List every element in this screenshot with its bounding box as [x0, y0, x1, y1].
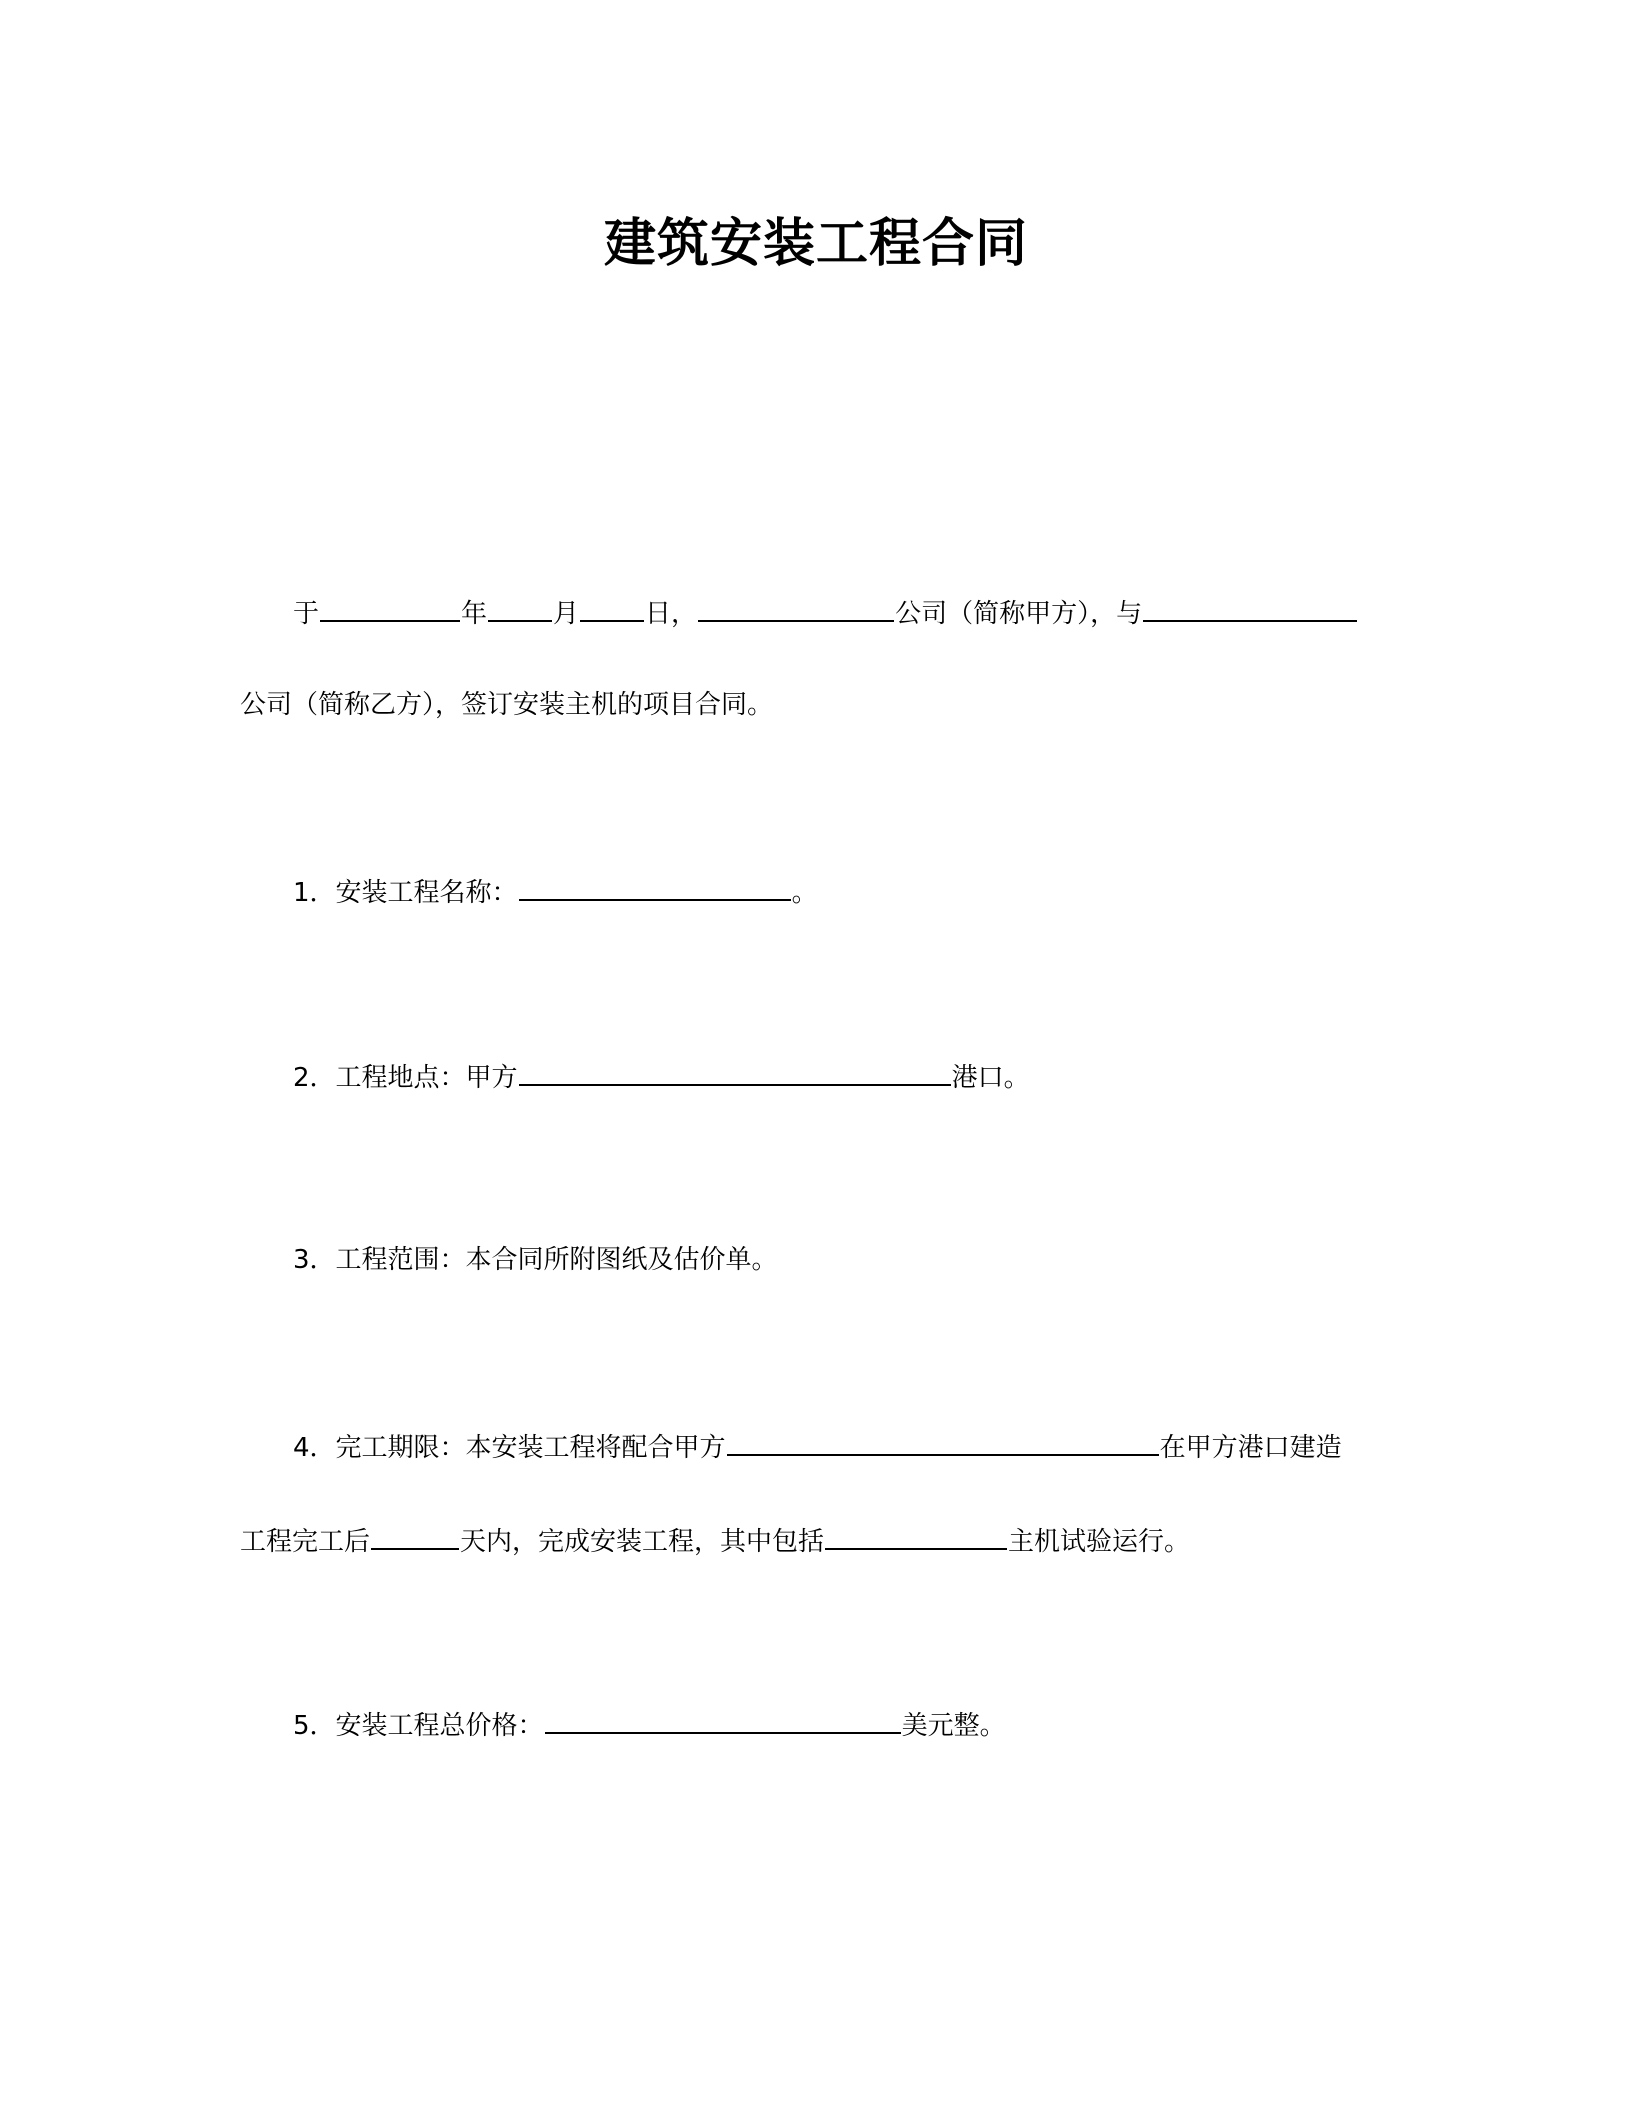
clause-4-line-2 [240, 1522, 1190, 1559]
month-blank[interactable] [488, 594, 552, 622]
party-b-blank[interactable] [1143, 594, 1357, 622]
clause-4-line-1 [293, 1428, 1342, 1465]
location-blank[interactable] [519, 1058, 951, 1086]
clause-5-label: 安装工程总价格： [335, 1711, 544, 1741]
clause-2-label: 工程地点：甲方 [335, 1063, 518, 1093]
intro-line-2: 公司（简称乙方），签订安装主机的项目合同。 [240, 690, 774, 720]
clause-3 [293, 1243, 778, 1277]
clause-3-text: 工程范围：本合同所附图纸及估价单。 [335, 1245, 778, 1275]
party-a-blank[interactable] [698, 594, 894, 622]
clause-4-line2-start: 工程完工后 [240, 1527, 371, 1557]
clause-2-end: 港口。 [951, 1063, 1030, 1093]
intro-line-1 [293, 594, 1358, 631]
clause-5 [293, 1706, 1006, 1743]
engine-blank[interactable] [825, 1522, 1007, 1550]
clause-5-number: 5． [293, 1711, 336, 1741]
vessel-blank[interactable] [727, 1428, 1159, 1456]
clause-4-label: 完工期限：本安装工程将配合甲方 [335, 1433, 726, 1463]
intro-yu: 于 [293, 599, 320, 629]
clause-5-end: 美元整。 [901, 1711, 1006, 1741]
price-blank[interactable] [545, 1706, 901, 1734]
clause-2 [293, 1058, 1030, 1095]
clause-1-number: 1． [293, 878, 336, 908]
day-blank[interactable] [580, 594, 644, 622]
intro-year: 年 [461, 599, 488, 629]
project-name-blank[interactable] [519, 873, 791, 901]
intro-day: 日， [645, 599, 698, 629]
clause-4-number: 4． [293, 1433, 336, 1463]
intro-party-a: 公司（简称甲方），与 [895, 599, 1143, 629]
year-blank[interactable] [320, 594, 460, 622]
clause-1 [293, 873, 818, 910]
clause-1-label: 安装工程名称： [335, 878, 518, 908]
clause-4-mid: 在甲方港口建造 [1159, 1433, 1342, 1463]
intro-month: 月 [553, 599, 580, 629]
days-blank[interactable] [371, 1522, 459, 1550]
clause-4-line2-mid: 天内，完成安装工程，其中包括 [460, 1527, 825, 1557]
clause-4-line2-end: 主机试验运行。 [1008, 1527, 1191, 1557]
document-title: 建筑安装工程合同 [603, 214, 1028, 274]
clause-3-number: 3． [293, 1245, 336, 1275]
clause-1-end: 。 [791, 878, 818, 908]
clause-2-number: 2． [293, 1063, 336, 1093]
